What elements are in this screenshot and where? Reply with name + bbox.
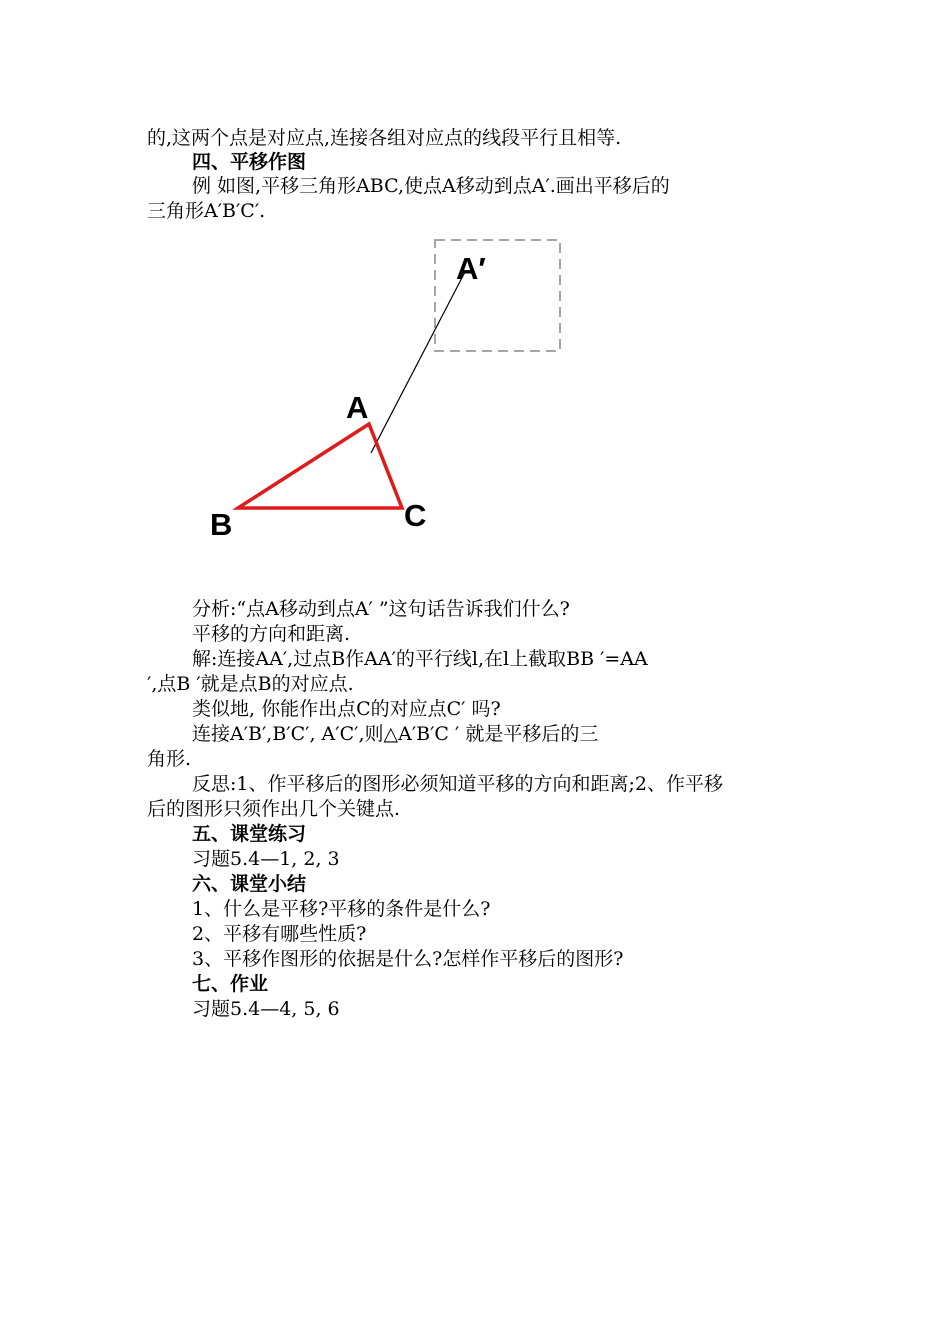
solution-line-2: ′,点B ′就是点B的对应点. [147,673,354,695]
summary-item-3: 3、平移作图形的依据是什么?怎样作平移后的图形? [192,948,624,970]
connect-line-1: 连接A′B′,B′C′, A′C′,则△A′B′C ′ 就是平移后的三 [192,723,599,745]
exercise-line: 习题5.4—1, 2, 3 [192,848,340,870]
solution-line-1: 解:连接AA′,过点B作AA′的平行线l,在l上截取BB ′=AA [192,648,648,670]
a-prime-dashed-box [435,240,560,351]
summary-item-1: 1、什么是平移?平移的条件是什么? [192,898,491,920]
triangle-abc [238,424,402,508]
section-heading-7: 七、作业 [192,973,269,995]
section-heading-6: 六、课堂小结 [192,873,307,895]
homework-line: 习题5.4—4, 5, 6 [192,998,340,1020]
label-c: C [404,498,427,533]
label-b: B [210,507,233,542]
connect-line-2: 角形. [147,748,192,770]
section-heading-5: 五、课堂练习 [192,823,307,845]
summary-item-2: 2、平移有哪些性质? [192,923,367,945]
label-a: A [346,390,369,425]
translation-figure [0,0,950,600]
example-line-2: 三角形A′B′C′. [147,200,266,222]
example-line-1: 例 如图,平移三角形ABC,使点A移动到点A′.画出平移后的 [192,175,670,197]
segment-aa-prime [371,270,466,453]
similar-line: 类似地, 你能作出点C的对应点C′ 吗? [192,698,501,720]
answer-line: 平移的方向和距离. [192,623,351,645]
label-a-prime: A′ [456,251,486,286]
text-line-1: 的,这两个点是对应点,连接各组对应点的线段平行且相等. [147,127,622,149]
section-heading-4: 四、平移作图 [192,151,307,173]
analysis-line: 分析:“点A移动到点A′ ”这句话告诉我们什么? [192,598,570,620]
reflection-line-2: 后的图形只须作出几个关键点. [147,798,401,820]
reflection-line-1: 反思:1、作平移后的图形必须知道平移的方向和距离;2、作平移 [192,773,723,795]
